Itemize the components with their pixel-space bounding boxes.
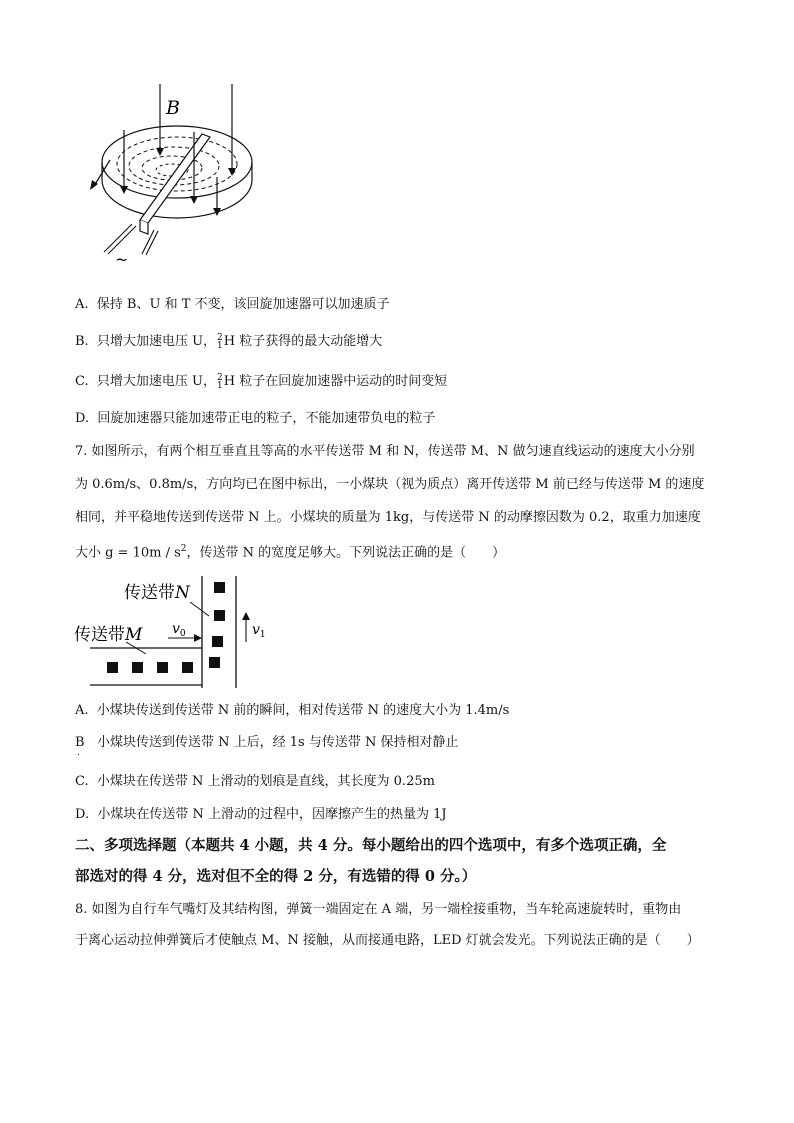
q7-stem-line-3: 相同，并平稳地传送到传送带 N 上。小煤块的质量为 1kg，与传送带 N 的动摩擦因数为 0.2，取重力加速度 bbox=[75, 510, 701, 525]
cyclotron-figure bbox=[82, 82, 267, 267]
isotope-notation: 2 1 bbox=[216, 372, 223, 391]
q7-stem-line-1: 7. 如图所示，有两个相互垂直且等高的水平传送带 M 和 N，传送带 M、N 做匀速直线运动的速度大小分别 bbox=[75, 444, 695, 459]
coal-block bbox=[214, 610, 225, 621]
v0-label: $v_0$ bbox=[172, 621, 186, 639]
q8-stem-line-1: 8. 如图为自行车气嘴灯及其结构图，弹簧一端固定在 A 端，另一端栓接重物，当车轮高速旋转时，重物由 bbox=[75, 902, 682, 917]
q7-stem-line-4: 大小 $g = 10m / s^2$，传送带 N 的宽度足够大。下列说法正确的是（ ） bbox=[75, 544, 506, 561]
q6-option-b: B. 只增大加速电压 U，2 1H 粒子获得的最大动能增大 bbox=[75, 332, 383, 351]
q6-option-c: C. 只增大加速电压 U，2 1H 粒子在回旋加速器中运动的时间变短 bbox=[75, 372, 448, 391]
v1-label: $v_1$ bbox=[252, 622, 266, 640]
q7-option-a: A. 小煤块传送到传送带 N 前的瞬间，相对传送带 N 的速度大小为 1.4m/s bbox=[75, 703, 510, 718]
section-heading-line-1: 二、多项选择题（本题共 4 小题，共 4 分。每小题给出的四个选项中，有多个选项正确，全 bbox=[75, 837, 667, 854]
isotope-notation: 2 1 bbox=[217, 332, 223, 351]
coal-block bbox=[214, 582, 225, 593]
b-field-label: B bbox=[166, 97, 180, 119]
coal-block bbox=[107, 662, 118, 673]
q7-option-c: C. 小煤块在传送带 N 上滑动的划痕是直线，其长度为 0.25m bbox=[75, 774, 435, 789]
stray-mark: . bbox=[77, 748, 80, 758]
q7-option-b: B 小煤块传送到传送带 N 上后，经 1s 与传送带 N 保持相对静止 bbox=[75, 735, 459, 750]
ac-source-symbol: ~ bbox=[115, 250, 129, 267]
conveyor-figure bbox=[72, 572, 272, 692]
q8-stem-line-2: 于离心运动拉伸弹簧后才使触点 M、N 接触，从而接通电路，LED 灯就会发光。下列说法正确的是（ ） bbox=[75, 933, 700, 948]
coal-block bbox=[132, 662, 143, 673]
belt-m-label: 传送带M bbox=[74, 625, 143, 645]
coal-block bbox=[209, 657, 220, 668]
q7-option-d: D. 小煤块在传送带 N 上滑动的过程中，因摩擦产生的热量为 1J bbox=[75, 807, 447, 822]
q7-stem-line-2: 为 0.6m/s、0.8m/s，方向均已在图中标出，一小煤块（视为质点）离开传送带 M 前已经与传送带 M 的速度 bbox=[75, 477, 705, 492]
coal-block bbox=[212, 636, 223, 647]
q6-option-a: A. 保持 B、U 和 T 不变，该回旋加速器可以加速质子 bbox=[75, 297, 390, 312]
coal-block bbox=[182, 662, 193, 673]
coal-block bbox=[157, 662, 168, 673]
belt-n-label: 传送带N bbox=[124, 583, 190, 603]
q6-option-d: D. 回旋加速器只能加速带正电的粒子，不能加速带负电的粒子 bbox=[75, 411, 436, 426]
section-heading-line-2: 部选对的得 4 分，选对但不全的得 2 分，有选错的得 0 分。） bbox=[75, 868, 477, 885]
